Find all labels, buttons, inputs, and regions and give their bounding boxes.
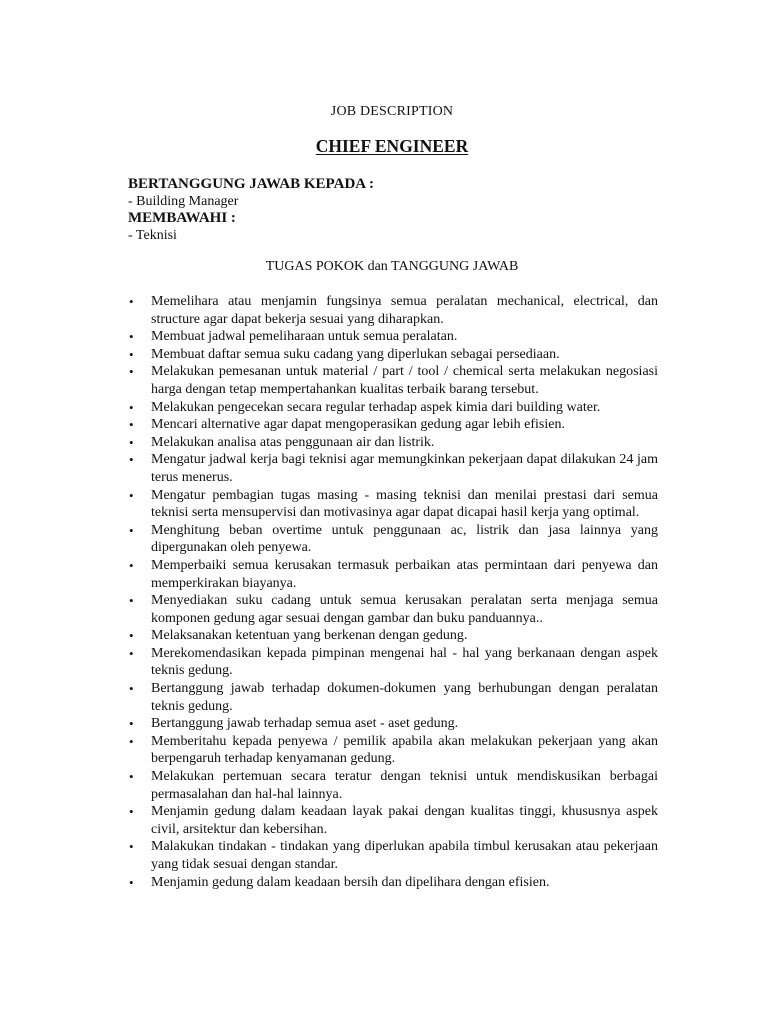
bullet-icon: •: [129, 557, 134, 573]
bullet-icon: •: [129, 839, 134, 855]
bullet-icon: •: [129, 294, 134, 309]
duty-text: Memberitahu kepada penyewa / pemilik apabila akan melakukan pekerjaan yang akan berpengaruh terhadap kenyamanan gedung.: [151, 733, 658, 767]
list-item: [128, 328, 658, 346]
duty-text: Memperbaiki semua kerusakan termasuk perbaikan atas permintaan dari penyewa dan memperkirakan biayanya.: [151, 557, 658, 591]
duty-text: Melakukan pemesanan untuk material / part / tool / chemical serta melakukan negosiasi harga dengan tetap mempertahankan kualitas terbaik barang tersebut.: [151, 364, 658, 397]
list-item: [128, 680, 658, 715]
list-item: [128, 874, 658, 892]
bullet-icon: •: [129, 364, 134, 380]
list-item: [128, 645, 658, 680]
duty-text: Melakukan analisa atas penggunaan air dan listrik.: [151, 434, 435, 450]
bullet-icon: •: [129, 804, 134, 820]
bullet-icon: •: [129, 329, 134, 345]
list-item: [128, 803, 658, 838]
list-item: [128, 293, 658, 328]
duty-text: Menjamin gedung dalam keadaan layak pakai dengan kualitas tinggi, khususnya aspek civil, arsitektur dan kebersihan.: [151, 804, 658, 837]
list-item: [128, 768, 658, 803]
list-item: [128, 416, 658, 434]
reports-to-heading: BERTANGGUNG JAWAB KEPADA :: [128, 176, 375, 192]
bullet-icon: •: [129, 681, 134, 697]
duty-text: Bertanggung jawab terhadap dokumen-dokumen yang berhubungan dengan peralatan teknis gedung.: [151, 681, 658, 714]
supervises-heading: MEMBAWAHI :: [128, 210, 236, 226]
list-item: [128, 715, 658, 733]
bullet-icon: •: [129, 522, 134, 538]
duty-text: Mencari alternative agar dapat mengoperasikan gedung agar lebih efisien.: [151, 417, 565, 433]
list-item: [128, 434, 658, 452]
duty-text: Mengatur jadwal kerja bagi teknisi agar memungkinkan pekerjaan dapat dilakukan 24 jam terus menerus.: [151, 452, 658, 485]
list-item: [128, 838, 658, 873]
bullet-icon: •: [129, 487, 134, 503]
bullet-icon: •: [129, 434, 134, 450]
bullet-icon: •: [129, 645, 134, 661]
duty-text: Melakukan pertemuan secara teratur dengan teknisi untuk mendiskusikan berbagai permasalahan dan hal-hal lainnya.: [151, 769, 658, 802]
duty-text: Merekomendasikan kepada pimpinan mengenai hal - hal yang berkanaan dengan aspek teknis gedung.: [151, 645, 658, 679]
duty-text: Melaksanakan ketentuan yang berkenan dengan gedung.: [151, 628, 468, 644]
section-title: TUGAS POKOK dan TANGGUNG JAWAB: [265, 259, 519, 274]
document-title: CHIEF ENGINEER: [315, 136, 469, 156]
supervises-value: - Teknisi: [128, 228, 177, 243]
duties-list: [128, 293, 658, 891]
list-item: [128, 451, 658, 486]
duty-text: Menjamin gedung dalam keadaan bersih dan dipelihara dengan efisien.: [151, 874, 550, 890]
list-item: [128, 363, 658, 398]
list-item: [128, 522, 658, 557]
duty-text: Mengatur pembagian tugas masing - masing teknisi dan menilai prestasi dari semua teknisi serta mensupervisi dan motivasinya agar dapat dicapai hasil kerja yang optimal.: [151, 487, 658, 521]
bullet-icon: •: [129, 399, 134, 415]
bullet-icon: •: [129, 628, 134, 644]
duty-text: Menyediakan suku cadang untuk semua kerusakan peralatan serta menjaga semua komponen gedung agar sesuai dengan gambar dan buku panduannya..: [151, 593, 658, 626]
duty-text: Menghitung beban overtime untuk penggunaan ac, listrik dan jasa lainnya yang dipergunakan oleh penyewa.: [151, 522, 658, 556]
duty-text: Membuat jadwal pemeliharaan untuk semua peralatan.: [151, 329, 458, 345]
bullet-icon: •: [129, 874, 134, 890]
list-item: [128, 557, 658, 592]
duty-text: Bertanggung jawab terhadap semua aset - aset gedung.: [151, 716, 459, 732]
list-item: [128, 733, 658, 768]
duty-text: Membuat daftar semua suku cadang yang diperlukan sebagai persediaan.: [151, 346, 560, 362]
duty-text: Memelihara atau menjamin fungsinya semua peralatan mechanical, electrical, dan structure agar dapat bekerja sesuai yang diharapkan.: [151, 294, 658, 327]
reporting-section: [128, 176, 688, 244]
bullet-icon: •: [129, 769, 134, 785]
list-item: [128, 627, 658, 645]
list-item: [128, 487, 658, 522]
list-item: [128, 399, 658, 417]
duty-text: Melakukan pengecekan secara regular terhadap aspek kimia dari building water.: [151, 399, 601, 415]
reports-to-value: - Building Manager: [128, 194, 239, 209]
list-item: [128, 592, 658, 627]
bullet-icon: •: [129, 346, 134, 362]
list-item: [128, 346, 658, 364]
bullet-icon: •: [129, 716, 134, 732]
document-label: JOB DESCRIPTION: [330, 104, 454, 119]
bullet-icon: •: [129, 593, 134, 609]
bullet-icon: •: [129, 733, 134, 749]
duty-text: Malakukan tindakan - tindakan yang diperlukan apabila timbul kerusakan atau pekerjaan yang tidak sesuai dengan standar.: [151, 839, 658, 872]
bullet-icon: •: [129, 417, 134, 433]
bullet-icon: •: [129, 452, 134, 468]
